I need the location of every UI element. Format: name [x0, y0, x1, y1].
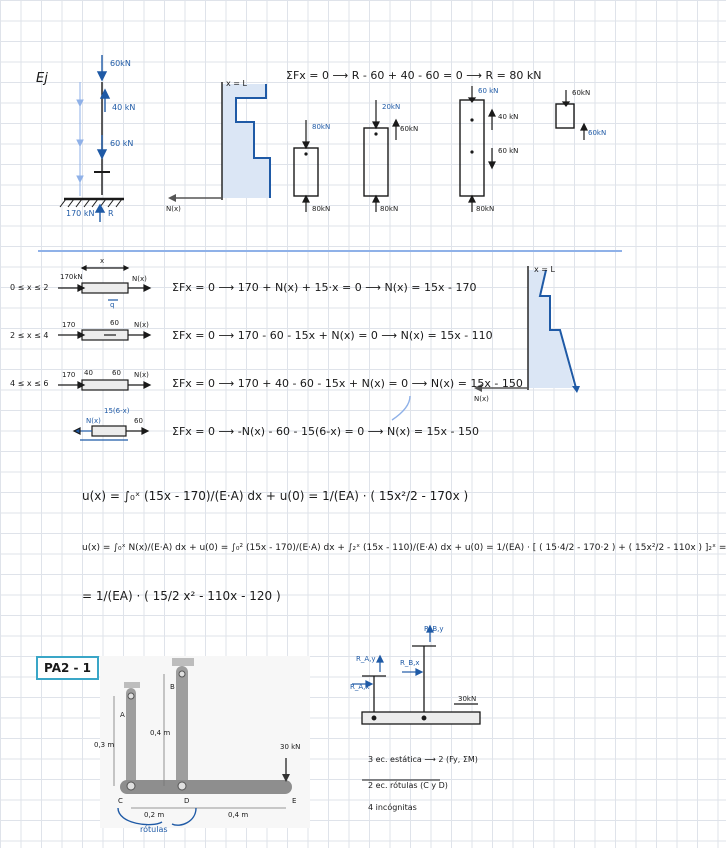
fbd3-low: 60 kN — [498, 147, 519, 155]
axis-n-2: N(x) — [474, 395, 489, 403]
note-line-1: 3 ec. estática ⟶ 2 (Fy, ΣM) — [368, 755, 478, 764]
section2-mid: 60 — [110, 319, 119, 327]
reaction-r-label: R — [108, 209, 114, 218]
section1-x: x — [100, 257, 105, 265]
problem-figure — [100, 656, 310, 828]
top-dimension-marks — [77, 82, 83, 196]
integral-line-1: u(x) = ∫₀ˣ (15x - 170)/(E·A) dx + u(0) = 1/(EA) · ( 15x²/2 - 170x ) — [82, 489, 469, 503]
fbd-arrows — [303, 86, 587, 212]
dim-02: 0,2 m — [144, 811, 165, 819]
fbd-rby: R_B,y — [424, 625, 444, 633]
fbd-rax: R_A,x — [350, 683, 370, 691]
load-30: 30 kN — [280, 743, 301, 751]
fbd-ray: R_A,y — [356, 655, 376, 663]
fbd1-bottom: 80kN — [312, 205, 331, 213]
problem-figure-svg — [100, 656, 310, 828]
axis-n-top: N(x) — [166, 205, 181, 213]
section3-n: N(x) — [134, 371, 149, 379]
fbd-load: 30kN — [458, 695, 477, 703]
fbd2-top: 20kN — [382, 103, 401, 111]
label-c: C — [118, 797, 123, 805]
axis-x-2: x = L — [534, 265, 555, 274]
fbd3-mid: 40 kN — [498, 113, 519, 121]
fbd3-bottom: 80kN — [476, 205, 495, 213]
fbd4-right: 60kN — [588, 129, 607, 137]
integral-line-2: u(x) = ∫₀ˣ N(x)/(E·A) dx + u(0) = ∫₀² (15x - 170)/(E·A) dx + ∫₂ˣ (15x - 110)/(E·A) dx + u(0) = 1/(EA) · [ ( 15·4/2 - 170·2 ) + ( 15x²/2 - 110x ) ]₂ˣ = — [82, 543, 726, 553]
label-b: B — [170, 683, 175, 691]
problem-tag: PA2 - 1 — [36, 656, 99, 680]
load-60-top: 60kN — [110, 59, 131, 68]
range-1: 0 ≤ x ≤ 2 — [10, 283, 49, 292]
section3-left: 170 — [62, 371, 76, 379]
section4-left: N(x) — [86, 417, 101, 425]
load-60-mid: 60 kN — [110, 139, 134, 148]
label-d: D — [184, 797, 190, 805]
section3-mid2: 60 — [112, 369, 121, 377]
dim-04h: 0,4 m — [228, 811, 249, 819]
note-arrow — [392, 396, 410, 420]
range-3: 4 ≤ x ≤ 6 — [10, 379, 49, 388]
section-divider — [38, 250, 622, 252]
fbd1-top: 80kN — [312, 123, 331, 131]
section1-n: N(x) — [132, 275, 147, 283]
fbd3-top: 60 kN — [478, 87, 499, 95]
dim-03: 0,3 m — [94, 741, 115, 749]
load-40: 40 kN — [112, 103, 136, 112]
note-line-3: 4 incógnitas — [368, 803, 417, 812]
range-2: 2 ≤ x ≤ 4 — [10, 331, 49, 340]
label-e: E — [292, 797, 297, 805]
section1-q: q — [110, 301, 115, 309]
section3-mid: 40 — [84, 369, 93, 377]
note-line-2: 2 ec. rótulas (C y D) — [368, 781, 448, 790]
section1-equation: ΣFx = 0 ⟶ 170 + N(x) + 15·x = 0 ⟶ N(x) = 15x - 170 — [172, 281, 477, 294]
label-a: A — [120, 711, 125, 719]
section4-equation: ΣFx = 0 ⟶ -N(x) - 60 - 15(6-x) = 0 ⟶ N(x) = 15x - 150 — [172, 425, 479, 438]
section4-top: 15(6-x) — [104, 407, 130, 415]
axial-diagram-top — [168, 79, 270, 202]
section2-n: N(x) — [134, 321, 149, 329]
reaction-label: 170 kN — [66, 209, 95, 218]
fbd2-bottom: 80kN — [380, 205, 399, 213]
axis-x-top: x = L — [226, 79, 247, 88]
ej-label: Ej — [36, 71, 48, 86]
fbd2-side: 60kN — [400, 125, 419, 133]
fbd-rbx: R_B,x — [400, 659, 420, 667]
fbd4-top: 60kN — [572, 89, 591, 97]
dim-04v: 0,4 m — [150, 729, 171, 737]
section3-equation: ΣFx = 0 ⟶ 170 + 40 - 60 - 15x + N(x) = 0 ⟶ N(x) = 15x - 150 — [172, 377, 523, 390]
section2-equation: ΣFx = 0 ⟶ 170 - 60 - 15x + N(x) = 0 ⟶ N(x) = 15x - 110 — [172, 329, 493, 342]
integral-line-3: = 1/(EA) · ( 15/2 x² - 110x - 120 ) — [82, 589, 281, 603]
section2-left: 170 — [62, 321, 76, 329]
top-load-arrows — [96, 55, 109, 222]
rotulas-label: rótulas — [140, 825, 168, 834]
equilibrium-equation: ΣFx = 0 ⟶ R - 60 + 40 - 60 = 0 ⟶ R = 80 kN — [286, 69, 542, 82]
section4-right: 60 — [134, 417, 143, 425]
section1-left: 170kN — [60, 273, 83, 281]
fbd-pieces — [294, 100, 574, 196]
